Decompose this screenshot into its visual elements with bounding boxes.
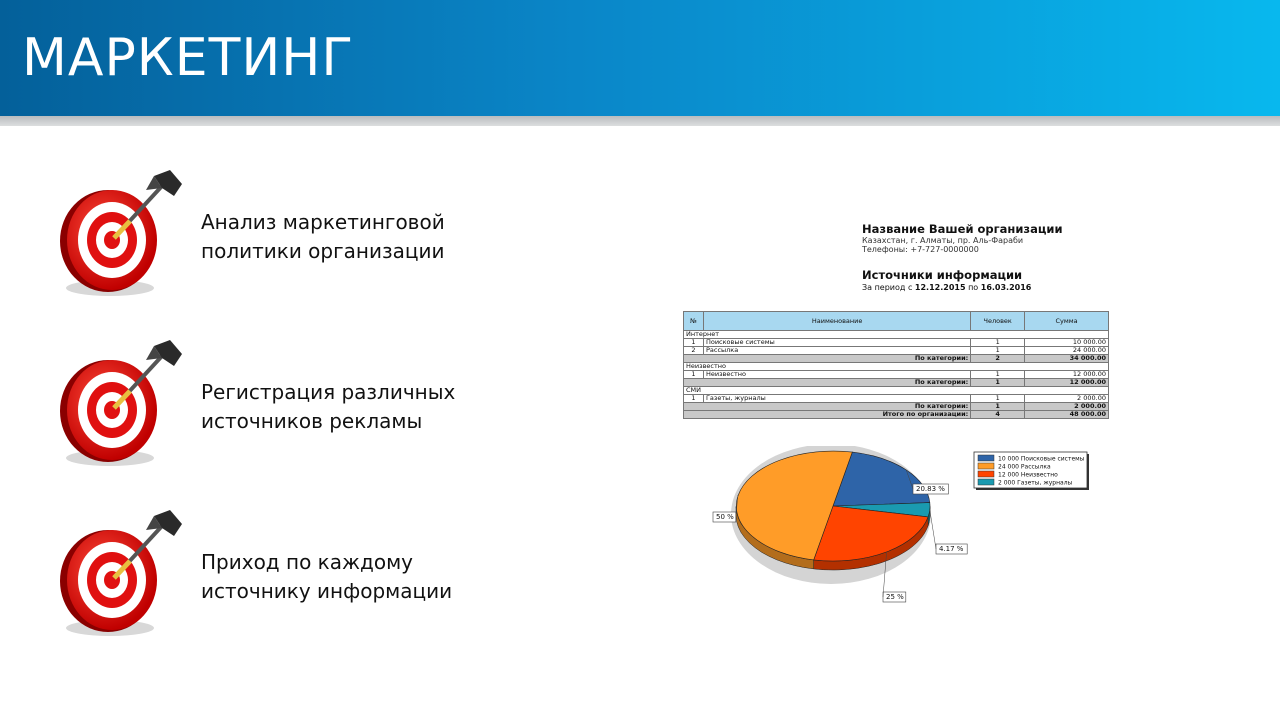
legend-entry: 24 000 Рассылка [998, 463, 1051, 471]
legend-swatch [978, 479, 994, 485]
target-dart-icon [50, 506, 190, 646]
row-number: 2 [684, 347, 704, 355]
legend-swatch [978, 471, 994, 477]
subtotal-sum: 2 000.00 [1025, 403, 1109, 411]
row-people: 1 [971, 339, 1025, 347]
row-sum: 2 000.00 [1025, 395, 1109, 403]
subtotal-people: 2 [971, 355, 1025, 363]
subtotal-sum: 12 000.00 [1025, 379, 1109, 387]
subtotal-row [684, 355, 1109, 363]
total-label: Итого по организации: [684, 411, 971, 419]
subtotal-people: 1 [971, 379, 1025, 387]
row-people: 1 [971, 395, 1025, 403]
total-sum: 48 000.00 [1025, 411, 1109, 419]
period-from: 12.12.2015 [914, 283, 966, 292]
pie-data-label: 25 % [886, 593, 904, 601]
report-preview [683, 218, 1113, 628]
bullet-item [50, 506, 610, 646]
row-name: Рассылка [703, 347, 970, 355]
row-sum: 10 000.00 [1025, 339, 1109, 347]
org-phone: Телефоны: +7-727-0000000 [862, 245, 979, 254]
row-people: 1 [971, 347, 1025, 355]
group-name: Неизвестно [684, 363, 1109, 371]
row-number: 1 [684, 395, 704, 403]
legend-swatch [978, 455, 994, 461]
pie-chart [683, 446, 1113, 626]
subtotal-people: 1 [971, 403, 1025, 411]
row-sum: 12 000.00 [1025, 371, 1109, 379]
subtotal-label: По категории: [684, 379, 971, 387]
table-row [684, 339, 1109, 347]
report-table [683, 311, 1109, 419]
report-title: Источники информации [862, 268, 1023, 282]
column-header: Наименование [703, 312, 970, 331]
legend-entry: 2 000 Газеты, журналы [998, 479, 1073, 487]
total-row [684, 411, 1109, 419]
chart-legend [974, 452, 1089, 490]
bullet-line: источнику информации [201, 579, 453, 603]
table-row [684, 371, 1109, 379]
row-name: Газеты, журналы [703, 395, 970, 403]
table-row [684, 395, 1109, 403]
table-header-row [684, 312, 1109, 331]
row-people: 1 [971, 371, 1025, 379]
period-to: 16.03.2016 [980, 283, 1032, 292]
row-name: Поисковые системы [703, 339, 970, 347]
total-people: 4 [971, 411, 1025, 419]
org-name: Название Вашей организации [862, 222, 1063, 236]
row-number: 1 [684, 339, 704, 347]
bullet-text [201, 208, 601, 266]
bullet-line: Регистрация различных [201, 380, 456, 404]
bullet-line: политики организации [201, 239, 445, 263]
org-address: Казахстан, г. Алматы, пр. Аль-Фараби [862, 236, 1024, 245]
row-sum: 24 000.00 [1025, 347, 1109, 355]
subtotal-label: По категории: [684, 355, 971, 363]
target-dart-icon [50, 336, 190, 476]
bullet-text [201, 378, 601, 436]
bullet-line: Анализ маркетинговой [201, 210, 445, 234]
subtotal-sum: 34 000.00 [1025, 355, 1109, 363]
pie-data-label: 20.83 % [916, 485, 945, 493]
pie-label-line [930, 510, 936, 549]
bullet-item [50, 166, 610, 306]
row-number: 1 [684, 371, 704, 379]
pie-data-label: 50 % [716, 513, 734, 521]
header-divider [0, 116, 1280, 126]
column-header: Сумма [1025, 312, 1109, 331]
pie-data-label: 4.17 % [939, 545, 964, 553]
subtotal-row [684, 379, 1109, 387]
period-mid: по [965, 283, 981, 292]
slide-title: МАРКЕТИНГ [22, 28, 355, 88]
legend-swatch [978, 463, 994, 469]
legend-entry: 12 000 Неизвестно [998, 471, 1058, 479]
legend-entry: 10 000 Поисковые системы [998, 455, 1085, 463]
column-header: № [684, 312, 704, 331]
table-row [684, 347, 1109, 355]
group-name: СМИ [684, 387, 1109, 395]
report-period [862, 283, 1031, 292]
column-header: Человек [971, 312, 1025, 331]
bullet-line: Приход по каждому [201, 550, 414, 574]
group-name: Интернет [684, 331, 1109, 339]
target-dart-icon [50, 166, 190, 306]
row-name: Неизвестно [703, 371, 970, 379]
pie-slices [736, 451, 930, 561]
bullet-line: источников рекламы [201, 409, 423, 433]
group-header-row [684, 363, 1109, 371]
period-prefix: За период с [862, 283, 915, 292]
bullet-text [201, 548, 601, 606]
subtotal-label: По категории: [684, 403, 971, 411]
bullet-item [50, 336, 610, 476]
